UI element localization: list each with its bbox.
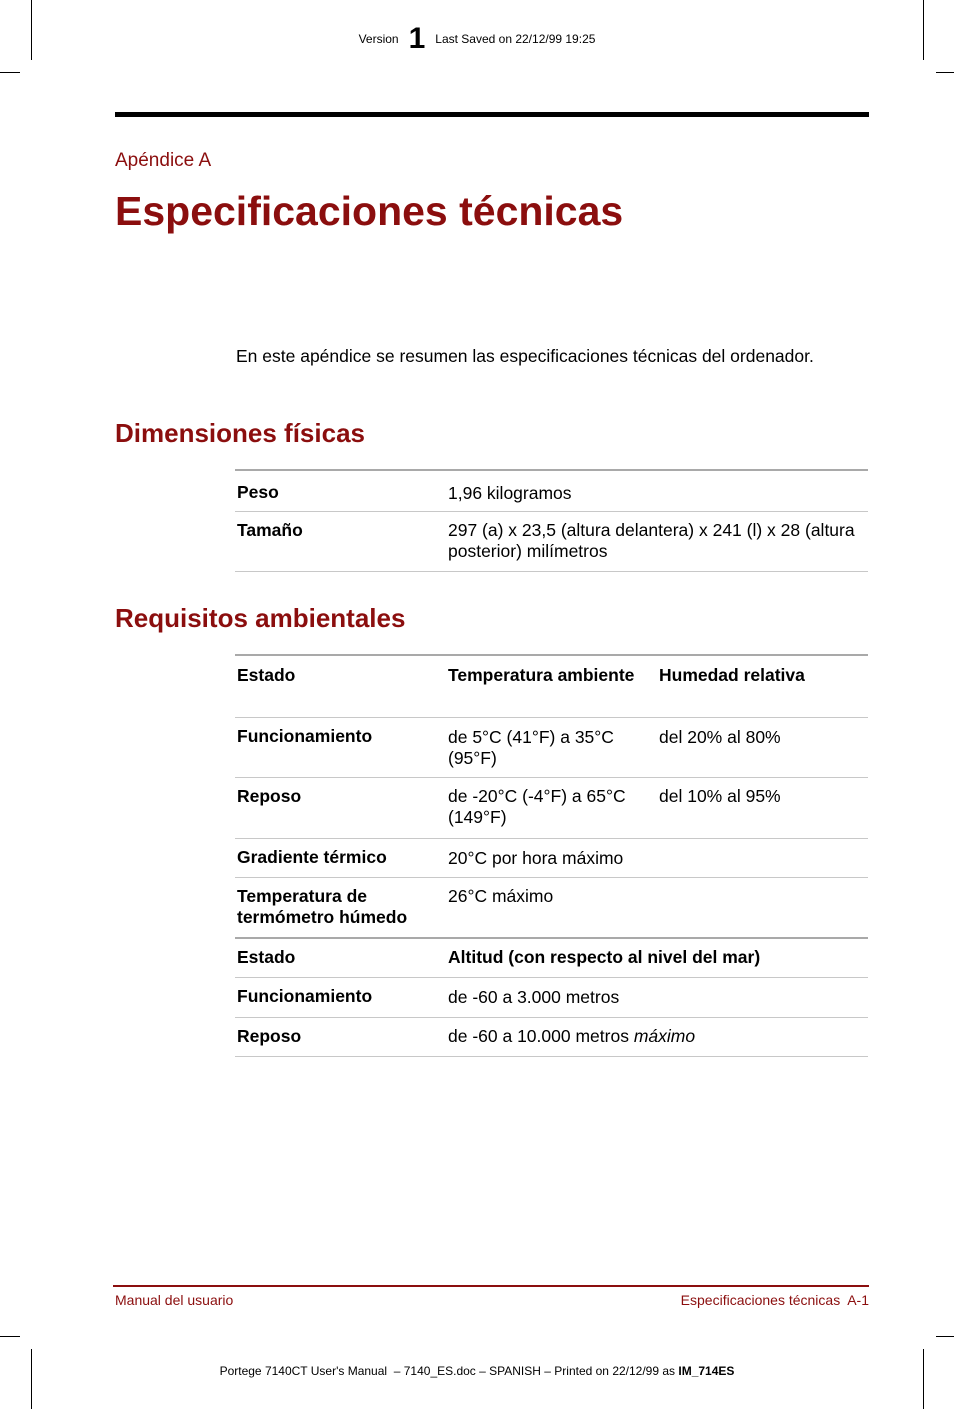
row-value: de -20°C (-4°F) a 65°C (149°F) <box>446 777 657 838</box>
table-row <box>235 717 868 777</box>
appendix-label: Apéndice A <box>115 150 212 171</box>
version-header <box>0 22 954 56</box>
table-row <box>235 1017 868 1056</box>
row-value-text: de -60 a 10.000 metros <box>448 1025 634 1046</box>
header-cell: Altitud (con respecto al nivel del mar) <box>446 938 868 977</box>
footer-right: Especificaciones técnicas A-1 <box>680 1292 869 1308</box>
row-value-italic: máximo <box>633 1025 696 1046</box>
last-saved: Last Saved on 22/12/99 19:25 <box>435 32 596 46</box>
row-label: Gradiente térmico <box>235 838 446 877</box>
page-title: Especificaciones técnicas <box>115 188 624 234</box>
table-header-row <box>235 938 868 977</box>
header-cell: Estado <box>235 655 446 717</box>
print-text: Portege 7140CT User's Manual – 7140_ES.doc – SPANISH – Printed on 22/12/99 as <box>219 1364 679 1378</box>
crop-mark <box>923 1349 924 1409</box>
table-row <box>235 511 868 571</box>
crop-mark <box>0 1336 20 1337</box>
row-label: Funcionamiento <box>235 977 446 1017</box>
environment-table <box>235 654 868 1057</box>
row-value: 297 (a) x 23,5 (altura delantera) x 241 (l) x 28 (altura posterior) milímetros <box>446 511 868 571</box>
row-value: 20°C por hora máximo <box>446 838 868 877</box>
row-value <box>446 1017 868 1056</box>
row-label: Tamaño <box>235 511 446 571</box>
footer-rule <box>113 1285 869 1287</box>
version-label: Version <box>358 32 399 46</box>
table-row <box>235 777 868 838</box>
section-heading-dimensions: Dimensiones físicas <box>115 418 365 448</box>
row-label: Reposo <box>235 777 446 838</box>
header-cell: Temperatura ambiente <box>446 655 657 717</box>
intro-paragraph: En este apéndice se resumen las especificaciones técnicas del ordenador. <box>236 346 814 366</box>
row-label: Peso <box>235 470 446 511</box>
header-cell: Humedad relativa <box>657 655 868 717</box>
row-value-text: de -60 a 3.000 metros <box>448 986 620 1007</box>
row-value: 26°C máximo <box>446 877 868 938</box>
row-label: Funcionamiento <box>235 717 446 777</box>
row-value: del 20% al 80% <box>657 717 868 777</box>
table-row <box>235 470 868 511</box>
row-label: Temperatura de termómetro húmedo <box>235 877 446 938</box>
footer-left: Manual del usuario <box>115 1292 234 1308</box>
row-value: de 5°C (41°F) a 35°C (95°F) <box>446 717 657 777</box>
version-number: 1 <box>408 22 426 55</box>
top-rule <box>115 112 869 117</box>
dimensions-table <box>235 469 868 572</box>
table-row <box>235 838 868 877</box>
crop-mark <box>31 1349 32 1409</box>
row-label: Reposo <box>235 1017 446 1056</box>
crop-mark <box>936 1336 954 1337</box>
section-heading-environment: Requisitos ambientales <box>115 603 406 633</box>
table-row <box>235 977 868 1017</box>
table-row <box>235 877 868 938</box>
print-code: IM_714ES <box>678 1364 735 1378</box>
header-cell: Estado <box>235 938 446 977</box>
row-value <box>446 977 868 1017</box>
table-header-row <box>235 655 868 717</box>
row-value: 1,96 kilogramos <box>446 470 868 511</box>
crop-mark <box>0 72 20 73</box>
crop-mark <box>936 72 954 73</box>
row-value: del 10% al 95% <box>657 777 868 838</box>
print-info <box>0 1364 954 1378</box>
